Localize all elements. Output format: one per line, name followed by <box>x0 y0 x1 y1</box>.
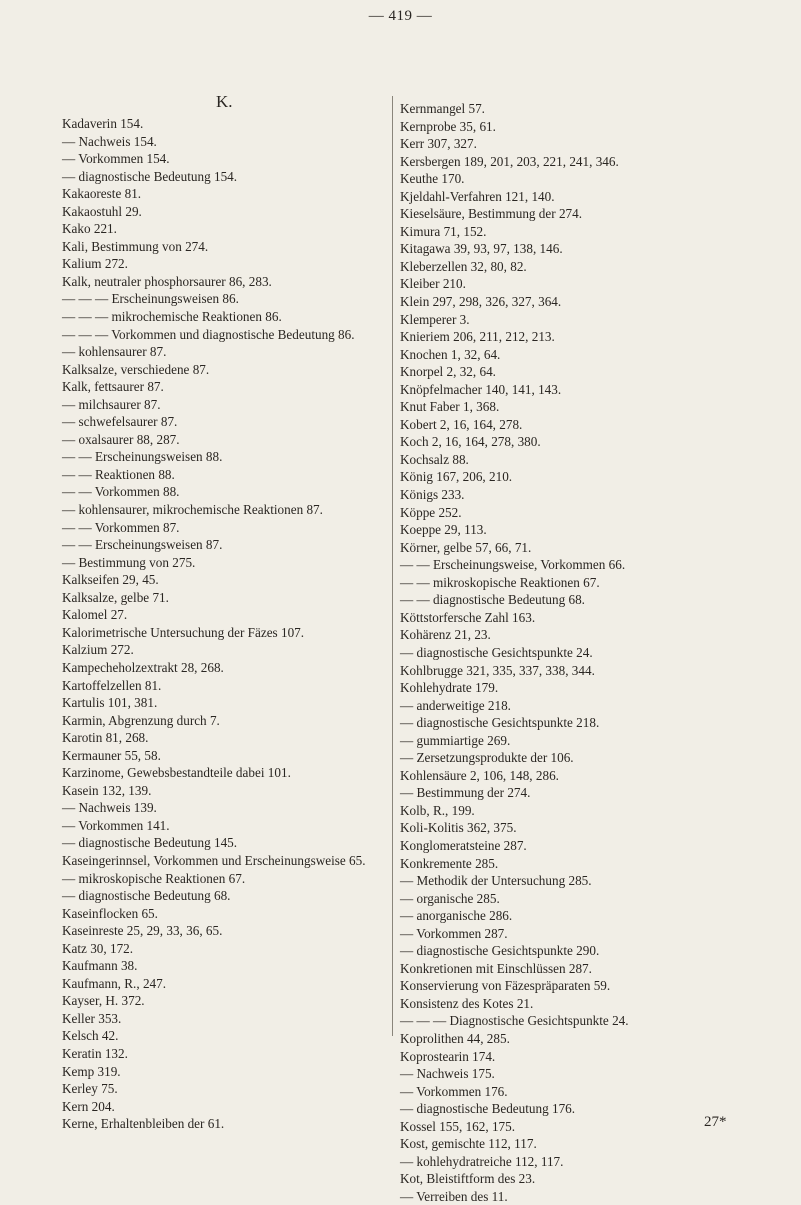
index-entry: — Vorkommen 154. <box>62 151 170 167</box>
index-entry: — kohlehydratreiche 112, 117. <box>400 1153 564 1169</box>
index-entry: Kohlehydrate 179. <box>400 680 499 696</box>
index-entry: Kartoffelzellen 81. <box>62 677 162 693</box>
index-column-right <box>400 100 772 1205</box>
index-entry: Kerley 75. <box>62 1081 118 1097</box>
index-entry: — Vorkommen 176. <box>400 1083 508 1099</box>
index-entry: Kohärenz 21, 23. <box>400 627 491 643</box>
index-entry: — Methodik der Untersuchung 285. <box>400 873 592 889</box>
index-entry: — — — Vorkommen und diagnostische Bedeutung 86. <box>62 326 355 342</box>
index-entry: Kohlensäure 2, 106, 148, 286. <box>400 767 559 783</box>
index-entry: — Zersetzungsprodukte der 106. <box>400 750 574 766</box>
index-entry: Kersbergen 189, 201, 203, 221, 241, 346. <box>400 153 619 169</box>
index-entry: Keratin 132. <box>62 1045 128 1061</box>
index-entry: Kjeldahl-Verfahren 121, 140. <box>400 188 555 204</box>
index-entry: — gummiartige 269. <box>400 732 511 748</box>
index-entry: Kelsch 42. <box>62 1028 119 1044</box>
index-entry: Karotin 81, 268. <box>62 730 149 746</box>
index-entry: Keuthe 170. <box>400 171 465 187</box>
index-entry: — diagnostische Gesichtspunkte 290. <box>400 943 600 959</box>
index-entry: — mikroskopische Reaktionen 67. <box>62 870 246 886</box>
index-entry: — oxalsaurer 88, 287. <box>62 431 180 447</box>
index-entry: Körner, gelbe 57, 66, 71. <box>400 539 532 555</box>
index-entry: Kieselsäure, Bestimmung der 274. <box>400 206 583 222</box>
index-entry: Kossel 155, 162, 175. <box>400 1118 516 1134</box>
index-entry: — Nachweis 139. <box>62 800 157 816</box>
index-entry: Kali, Bestimmung von 274. <box>62 238 209 254</box>
index-entry: Kalksalze, verschiedene 87. <box>62 361 210 377</box>
index-entry: — — Vorkommen 87. <box>62 519 180 535</box>
index-entry: Karmin, Abgrenzung durch 7. <box>62 712 220 728</box>
index-entry: Königs 233. <box>400 487 465 503</box>
index-entry: Knochen 1, 32, 64. <box>400 346 501 362</box>
index-entry: Knut Faber 1, 368. <box>400 399 500 415</box>
index-entry: — diagnostische Gesichtspunkte 24. <box>400 644 593 660</box>
index-entry: Kakaoreste 81. <box>62 186 142 202</box>
index-entry: Kalksalze, gelbe 71. <box>62 589 169 605</box>
index-entry: — diagnostische Bedeutung 145. <box>62 835 238 851</box>
index-entry: — schwefelsaurer 87. <box>62 414 178 430</box>
index-entry: Kerr 307, 327. <box>400 136 477 152</box>
index-entry: König 167, 206, 210. <box>400 469 513 485</box>
index-entry: — — Erscheinungsweisen 87. <box>62 537 223 553</box>
index-entry: Kohlbrugge 321, 335, 337, 338, 344. <box>400 662 595 678</box>
index-entry: — Bestimmung von 275. <box>62 554 196 570</box>
index-entry: — Vorkommen 141. <box>62 817 170 833</box>
index-entry: — — Erscheinungsweise, Vorkommen 66. <box>400 557 626 573</box>
index-entry: — — Erscheinungsweisen 88. <box>62 449 223 465</box>
index-entry: Kasein 132, 139. <box>62 782 152 798</box>
index-entry: — Vorkommen 287. <box>400 925 508 941</box>
index-entry: Koprolithen 44, 285. <box>400 1030 510 1046</box>
index-entry: Kadaverin 154. <box>62 116 144 131</box>
index-entry: Kot, Bleistiftform des 23. <box>400 1171 536 1187</box>
index-entry: Konservierung von Fäzespräparaten 59. <box>400 978 611 994</box>
index-entry: Koprostearin 174. <box>400 1048 496 1064</box>
index-entry: Kalium 272. <box>62 256 128 272</box>
index-entry: — — — mikrochemische Reaktionen 86. <box>62 309 282 325</box>
index-entry: — diagnostische Gesichtspunkte 218. <box>400 715 600 731</box>
index-entry: Kaufmann 38. <box>62 958 138 974</box>
index-entry: — organische 285. <box>400 890 500 906</box>
index-entry: Kakaostuhl 29. <box>62 203 142 219</box>
index-entry: — — — Diagnostische Gesichtspunkte 24. <box>400 1013 629 1029</box>
index-entry: Kost, gemischte 112, 117. <box>400 1136 537 1152</box>
index-entry: Kalorimetrische Untersuchung der Fäzes 107. <box>62 624 305 640</box>
index-entry: Konglomeratsteine 287. <box>400 837 527 853</box>
index-entry: Katz 30, 172. <box>62 940 134 956</box>
index-entry: Kernmangel 57. <box>400 101 485 116</box>
index-entry: Kartulis 101, 381. <box>62 695 158 711</box>
index-entry: Kaufmann, R., 247. <box>62 975 167 991</box>
index-entry: — kohlensaurer, mikrochemische Reaktionen 87. <box>62 502 323 518</box>
index-entry: Kaseinflocken 65. <box>62 905 158 921</box>
index-entry: Kaseingerinnsel, Vorkommen und Erscheinungsweise 65. <box>62 852 366 868</box>
index-entry: Kalomel 27. <box>62 607 128 623</box>
index-entry: Kalzium 272. <box>62 642 134 658</box>
index-entry: Köttstorfersche Zahl 163. <box>400 609 536 625</box>
index-entry: — — mikroskopische Reaktionen 67. <box>400 574 600 590</box>
index-entry: Kako 221. <box>62 221 117 237</box>
index-entry: — Bestimmung der 274. <box>400 785 531 801</box>
index-entry: Koli-Kolitis 362, 375. <box>400 820 517 836</box>
index-entry: Kitagawa 39, 93, 97, 138, 146. <box>400 241 563 257</box>
index-entry: Kayser, H. 372. <box>62 993 145 1009</box>
index-entry: — Verreiben des 11. <box>400 1188 508 1204</box>
index-entry: Kampecheholzextrakt 28, 268. <box>62 659 224 675</box>
index-entry: — kohlensaurer 87. <box>62 344 167 360</box>
index-entry: Köppe 252. <box>400 504 462 520</box>
index-entry: Klemperer 3. <box>400 311 470 327</box>
index-entry: Konsistenz des Kotes 21. <box>400 995 534 1011</box>
column-divider <box>392 96 393 1036</box>
index-entry: Konkremente 285. <box>400 855 499 871</box>
index-entry: Kalkseifen 29, 45. <box>62 572 159 588</box>
index-entry: Knorpel 2, 32, 64. <box>400 364 496 380</box>
index-entry: Konkretionen mit Einschlüssen 287. <box>400 960 592 976</box>
index-entry: Kalk, fettsaurer 87. <box>62 379 164 395</box>
index-entry: — anorganische 286. <box>400 908 513 924</box>
index-entry: — — Vorkommen 88. <box>62 484 180 500</box>
index-entry: Kolb, R., 199. <box>400 802 475 818</box>
index-entry: Kimura 71, 152. <box>400 223 487 239</box>
signature-mark: 27* <box>704 1114 727 1130</box>
index-entry: Kermauner 55, 58. <box>62 747 161 763</box>
index-entry: — milchsaurer 87. <box>62 396 161 412</box>
index-entry: — Nachweis 175. <box>400 1066 495 1082</box>
index-entry: Kochsalz 88. <box>400 451 469 467</box>
index-entry: Knöpfelmacher 140, 141, 143. <box>400 381 562 397</box>
index-entry: — — — Erscheinungsweisen 86. <box>62 291 239 307</box>
index-entry: — diagnostische Bedeutung 176. <box>400 1101 576 1117</box>
index-entry: Kerne, Erhaltenbleiben der 61. <box>62 1116 225 1132</box>
index-entry: Kemp 319. <box>62 1063 121 1079</box>
index-entry: — — diagnostische Bedeutung 68. <box>400 592 585 608</box>
index-entry: Kern 204. <box>62 1098 115 1114</box>
index-entry: Kaseinreste 25, 29, 33, 36, 65. <box>62 923 223 939</box>
index-entry: — Nachweis 154. <box>62 133 157 149</box>
page-number: — 419 — <box>368 8 433 24</box>
index-entry: Karzinome, Gewebsbestandteile dabei 101. <box>62 765 291 781</box>
index-entry: Kobert 2, 16, 164, 278. <box>400 416 523 432</box>
index-entry: Keller 353. <box>62 1010 122 1026</box>
index-entry: Knieriem 206, 211, 212, 213. <box>400 329 555 345</box>
index-entry: Kalk, neutraler phosphorsaurer 86, 283. <box>62 273 272 289</box>
section-letter: K. <box>216 92 233 111</box>
index-entry: — — Reaktionen 88. <box>62 466 175 482</box>
index-entry: Koch 2, 16, 164, 278, 380. <box>400 434 541 450</box>
index-entry: Kernprobe 35, 61. <box>400 118 496 134</box>
index-entry: Koeppe 29, 113. <box>400 522 487 538</box>
index-entry: Kleiber 210. <box>400 276 466 292</box>
index-entry: — diagnostische Bedeutung 68. <box>62 888 231 904</box>
index-entry: — anderweitige 218. <box>400 697 511 713</box>
index-column-left <box>62 115 388 1133</box>
index-entry: Klein 297, 298, 326, 327, 364. <box>400 294 562 310</box>
index-entry: — diagnostische Bedeutung 154. <box>62 168 238 184</box>
index-entry: Kleberzellen 32, 80, 82. <box>400 258 527 274</box>
